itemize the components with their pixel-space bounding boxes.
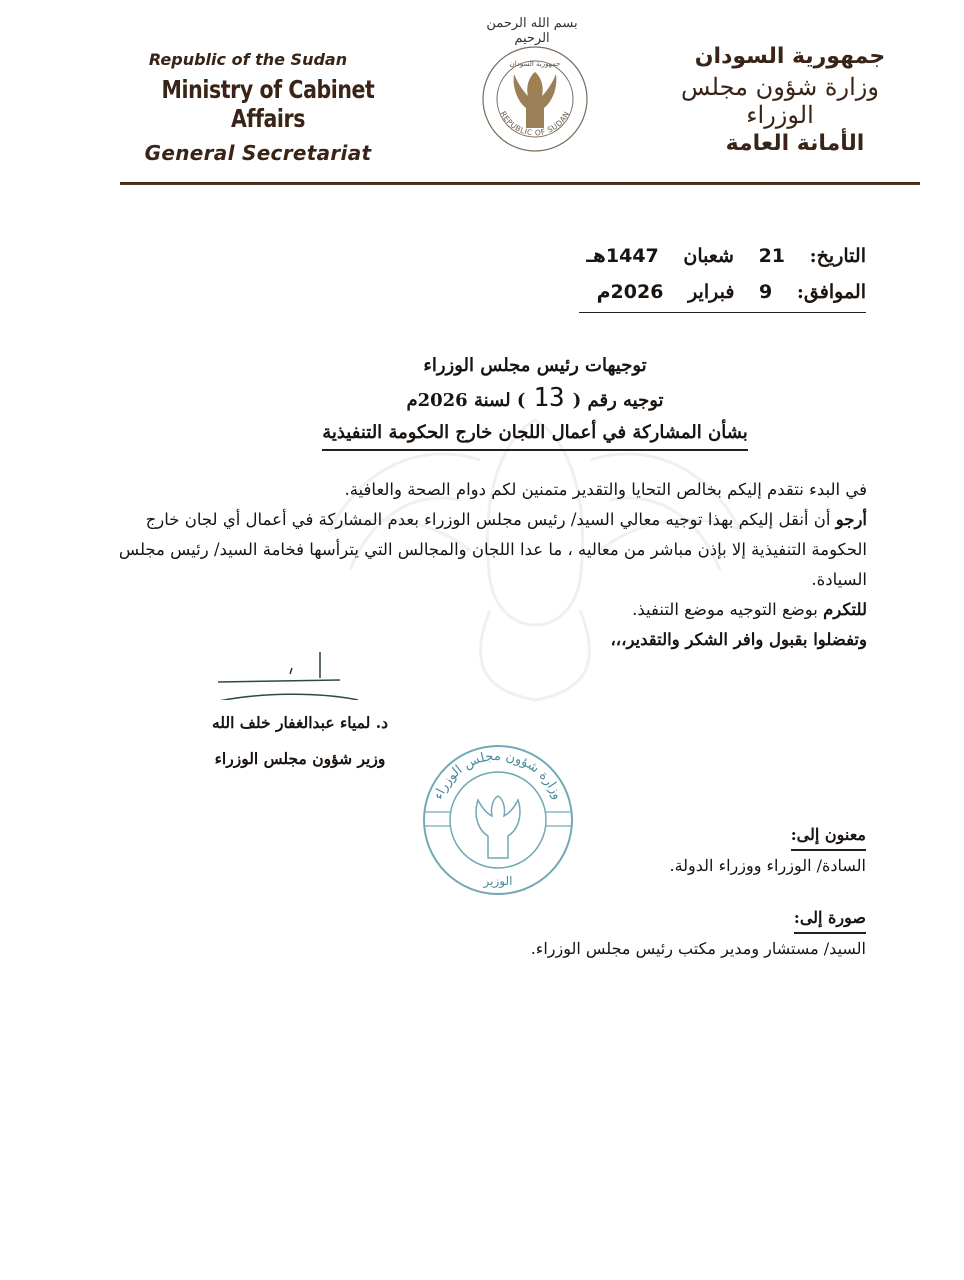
date-block: [568, 238, 866, 313]
country-name-ar: جمهورية السودان: [694, 44, 886, 69]
sudan-emblem-icon: [480, 44, 590, 154]
copy-to-value: السيد/ مستشار ومدير مكتب رئيس مجلس الوزراء.: [530, 939, 866, 958]
department-name-en: General Secretariat: [144, 141, 372, 165]
handwritten-signature: [210, 650, 360, 700]
hijri-date-label: التاريخ:: [809, 245, 866, 267]
copy-to-heading: صورة إلى:: [794, 906, 866, 934]
gregorian-year: 2026م: [596, 281, 664, 303]
hijri-year: 1447هـ: [586, 245, 659, 267]
emblem-top-text: جمهورية السودان: [509, 60, 561, 68]
stamp-bottom-text: الوزير: [483, 874, 513, 888]
hijri-day: 21: [758, 245, 786, 267]
signatory-name: د. لمياء عبدالغفار خلف الله: [211, 713, 389, 732]
department-name-ar: الأمانة العامة: [725, 131, 865, 156]
document-title: [300, 350, 770, 451]
directive-suffix: ) لسنة 2026م: [406, 390, 526, 411]
greeting-paragraph: في البدء نتقدم إليكم بخالص التحايا والتقدير متمنين لكم دوام الصحة والعافية.: [344, 480, 867, 499]
signatory-title: وزير شؤون مجلس الوزراء: [214, 749, 386, 768]
ministry-name-en: Ministry of Cabinet Affairs: [161, 75, 375, 133]
copy-to: [531, 903, 866, 964]
svg-text:وزارة شؤون مجلس الوزراء: [431, 749, 565, 802]
gregorian-month: فبراير: [688, 281, 735, 303]
subject-line: بشأن المشاركة في أعمال اللجان خارج الحكومة التنفيذية: [322, 417, 748, 451]
directive-paragraph: [95, 505, 867, 595]
letterhead-english: [118, 50, 418, 165]
basmala: بسم الله الرحمن الرحيم: [486, 16, 578, 46]
directive-prefix: توجيه رقم (: [572, 390, 664, 411]
directive-paragraph-lead: أرجو: [835, 510, 867, 529]
gregorian-date-label: الموافق:: [796, 281, 866, 303]
request-paragraph-lead: للتكرم: [823, 600, 867, 619]
hijri-month: شعبان: [683, 245, 734, 267]
letterhead-arabic: [650, 44, 910, 156]
hijri-date: [568, 238, 866, 274]
signatory: [200, 705, 400, 777]
title-line-1: توجيهات رئيس مجلس الوزراء: [423, 355, 647, 376]
gregorian-day: 9: [759, 281, 773, 303]
directive-paragraph-text: أن أنقل إليكم بهذا توجيه معالي السيد/ رئيس مجلس الوزراء بعدم المشاركة في أعمال أي لجان خارج الحكومة التنفيذية إلا بإذن مباشر من معاليه ، ما عدا اللجان والمجالس التي يترأسها فخامة السيد/ رئيس مجلس السيادة.: [118, 510, 867, 589]
header-divider: [120, 182, 920, 185]
directive-number: 13: [533, 383, 565, 413]
recipients-block: [531, 820, 866, 986]
emblem-bottom-text: REPUBLIC OF SUDAN: [498, 109, 572, 138]
addressed-to-heading: معنون إلى:: [791, 823, 866, 851]
closing-line: وتفضلوا بقبول وافر الشكر والتقدير،،،: [610, 630, 867, 649]
request-paragraph: [95, 595, 867, 625]
stamp-top-text: وزارة شؤون مجلس الوزراء: [431, 748, 565, 802]
ministry-name-ar: وزارة شؤون مجلس الوزراء: [681, 73, 879, 129]
addressed-to-value: السادة/ الوزراء ووزراء الدولة.: [669, 856, 866, 875]
country-name-en: Republic of the Sudan: [148, 50, 348, 69]
title-line-2: [300, 382, 770, 417]
letter-body: [95, 475, 867, 655]
addressed-to: [531, 820, 866, 881]
request-paragraph-text: بوضع التوجيه موضع التنفيذ.: [632, 600, 824, 619]
gregorian-date: [579, 274, 866, 313]
